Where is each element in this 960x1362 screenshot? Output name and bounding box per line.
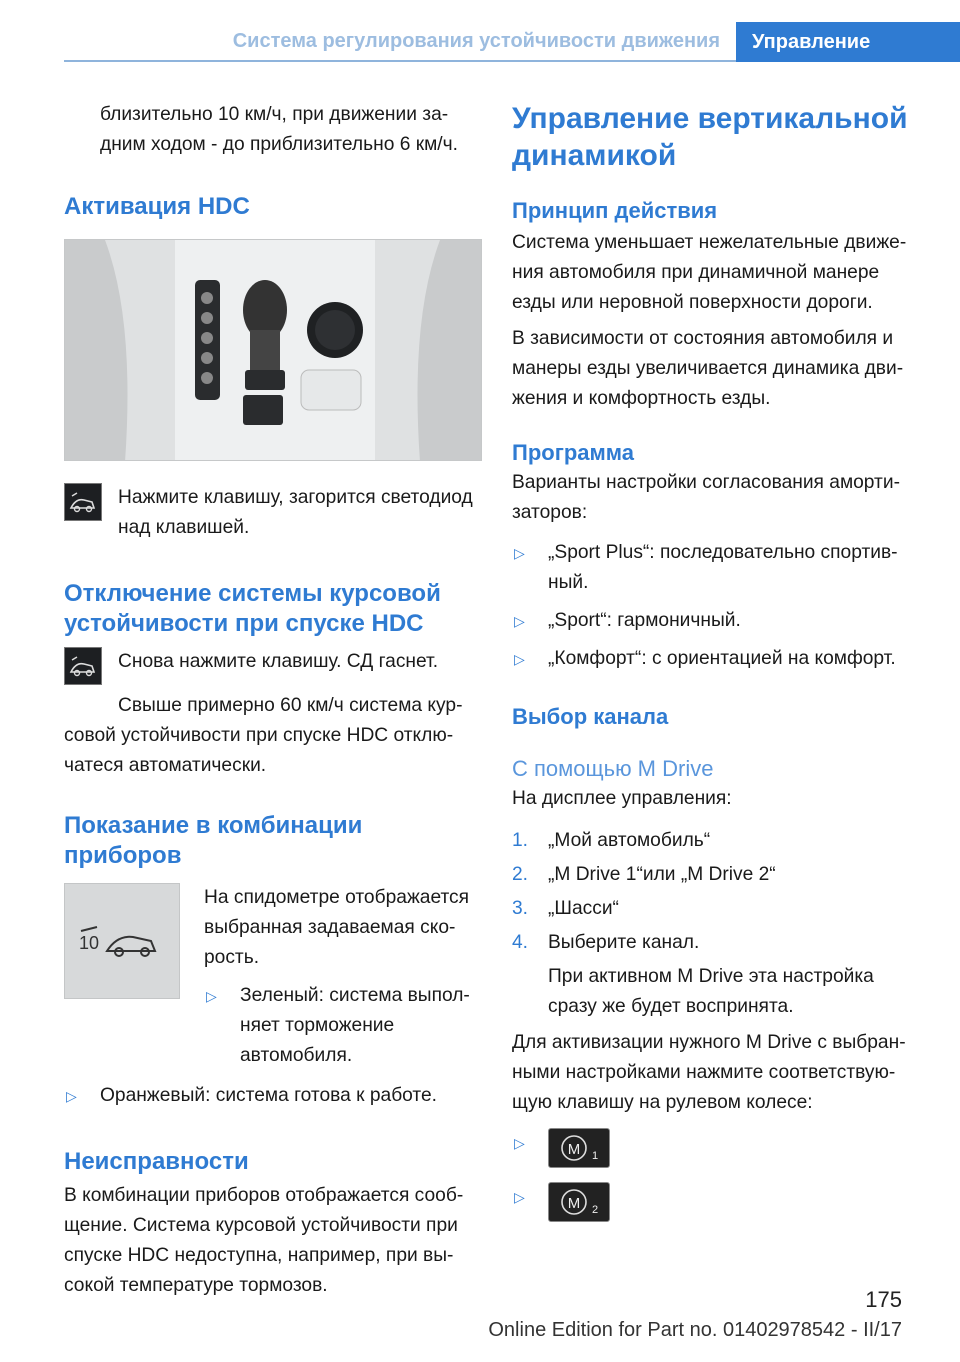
list-item: ▷ „Sport Plus“: последовательно спортивный. [512,538,922,598]
step4-note: При активном M Drive эта настройка сразу же будет воспринята. [548,966,874,1017]
step-item [512,894,922,924]
page-footer [488,1287,902,1342]
display-list-2 [64,1081,482,1111]
left-column [64,100,482,1301]
display-list [204,981,482,1071]
faults-heading: Неисправности [64,1148,249,1175]
page-header [64,22,960,62]
deactivation-heading: Отключение системы курсовой устойчивости при спуске HDC [64,580,441,637]
principle-text2: В зависимости от состояния автомобиля и манеры езды увеличивается динамика движения и комфортность езды. [512,328,904,409]
display-heading: Показание в комбинации приборов [64,812,363,869]
m2-steering-button-icon [548,1182,610,1222]
m1-steering-button-icon [548,1128,610,1168]
hdc-off-row [64,647,482,685]
step-item [512,860,922,890]
deactivation-text2: Свыше примерно 60 км/ч система курсовой устойчивости при спуске HDC отключатеся автоматически. [64,695,463,776]
hdc-button-row [64,483,482,543]
list-item: ▷ „Комфорт“: с ориентацией на комфорт. [512,644,922,674]
mdrive-buttons-list [512,1128,922,1226]
mdrive-activation-text: Для активизации нужного M Drive с выбранными настройками нажмите соответствующую клавишу на рулевом колесе: [512,1032,906,1113]
m1-sub: 1 [592,1150,599,1162]
principle-text1: Система уменьшает нежелательные движения автомобиля при динамичной манере езды или неровной поверхности дороги. [512,232,907,313]
step-text: „Мой автомобиль“ [548,830,711,851]
step-item [512,928,922,958]
display-block [64,883,482,1071]
hdc-button-icon [64,483,102,521]
list-item [512,1182,922,1226]
main-heading: Управление вертикальной динамикой [512,102,908,172]
right-column [512,100,922,1226]
m2-sub: 2 [592,1204,599,1216]
cluster-display-image [64,883,180,999]
step-text: „M Drive 1“или „M Drive 2“ [548,864,776,885]
program-heading: Программа [512,440,635,465]
mdrive-text: На дисплее управления: [512,788,732,809]
activation-text: Нажмите клавишу, загорится светодиод над клавишей. [118,487,473,538]
edition-text: Online Edition for Part no. 01402978542 - II/17 [488,1319,902,1341]
page-number: 175 [865,1287,902,1312]
step-text: Выберите канал. [548,932,700,953]
m2-letter: ▷ M [567,1195,581,1212]
chapter-tab: Управление [736,22,960,62]
steps-list [512,826,922,958]
list-item: ▷ „Sport“: гармоничный. [512,606,922,636]
step-item [512,826,922,856]
section-title: Система регулирования устойчивости движения [232,30,720,52]
cluster-speed-label: 10 [79,933,100,953]
step-number: 4. [512,932,529,953]
list-item: ▷ Зеленый: система выполняет торможение автомобиля. [204,981,482,1071]
mdrive-heading: С помощью M Drive [512,756,714,781]
principle-heading: Принцип действия [512,198,718,223]
console-illustration [65,240,482,461]
program-text: Варианты настройки согласования амортизаторов: [512,472,900,523]
program-list [512,538,922,674]
display-description [204,883,482,1071]
step-text: „Шасси“ [548,898,619,919]
deactivation-text1: Снова нажмите клавишу. СД гаснет. [118,651,439,672]
hdc-button-icon [64,647,102,685]
display-text: На спидометре отображается выбранная задаваемая скорость. [204,887,470,968]
center-console-photo [64,239,482,461]
step-number: 3. [512,898,529,919]
step-number: 2. [512,864,529,885]
channel-heading: Выбор канала [512,704,669,729]
list-item [512,1128,922,1172]
activation-heading: Активация HDC [64,193,250,220]
step-number: 1. [512,830,529,851]
list-item: ▷ Оранжевый: система готова к работе. [64,1081,482,1111]
intro-paragraph: близительно 10 км/ч, при движении задним ходом - до приблизительно 6 км/ч. [100,104,458,155]
m1-letter: ▷ M [567,1141,581,1158]
faults-text: В комбинации приборов отображается сообщение. Система курсовой устойчивости при спуске HDC недоступна, например, при высокой температуре тормозов. [64,1185,464,1296]
